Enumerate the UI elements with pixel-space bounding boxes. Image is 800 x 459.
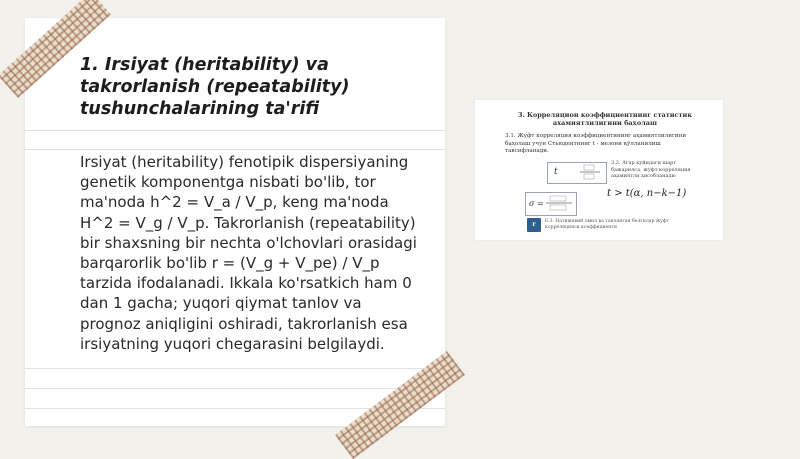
paper-rule [25, 149, 445, 150]
figure-badge: r [527, 218, 541, 232]
slide-title: 1. Irsiyat (heritability) va takrorlanish (repeatability) tushunchalarining ta'rifi [80, 55, 350, 119]
sigma-formula-icon [528, 194, 574, 212]
figure-paragraph: 3.1. Жуфт корреляция коэффициентининг аҳамиятлилигини баҳолаш учун Стьюдентнинг t - мезони қўлланилиш тавсифланади. [505, 133, 687, 154]
formula-figure [475, 100, 723, 240]
figure-formula-box-t [547, 162, 607, 184]
fraction-icon [578, 164, 602, 180]
figure-step-text: 3.2. Агар қуйидаги шарт бажарилса, жуфт корреляция аҳамиятли ҳисобланади: [611, 160, 691, 179]
figure-box-label: t [554, 167, 558, 177]
paper-rule [25, 368, 445, 369]
figure-note: 6.3. Натижавий омил ва танланган белгилар жуфт корреляцияси коэффициенти [545, 219, 669, 230]
figure-formula-box-sigma [525, 192, 577, 216]
paper-rule [25, 388, 445, 389]
slide-body-text: Irsiyat (heritability) fenotipik dispersiyaning genetik komponentga nisbati bo'lib, tor ma'noda h^2 = V_a / V_p, keng ma'noda H^2 = V_g / V_p. Takrorlanish (repeatability) bir shaxsning bir nechta o'lchovlari orasidagi barqarorlik bo'lib r = (V_g + V_pe) / V_p tarzida ifodalanadi. Ikkala ko'rsatkich ham 0 dan 1 gacha; yuqori qiymat tanlov va prognoz aniqligini oshiradi, takrorlanish esa irsiyatning yuqori chegarasini belgilaydi. [80, 153, 417, 353]
figure-heading: 3. Корреляцион коэффициентнинг статистик ахамиятлилигини баҳолаш [517, 111, 693, 127]
figure-condition-formula: t > t(α, n−k−1) [607, 188, 687, 199]
svg-text:σ =: σ = [529, 199, 544, 208]
paper-rule [25, 130, 445, 131]
